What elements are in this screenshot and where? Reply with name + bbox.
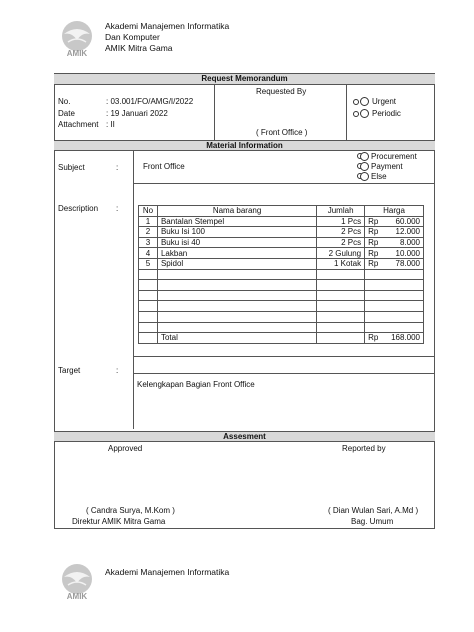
col-no: No bbox=[139, 206, 158, 217]
approved-label: Approved bbox=[108, 444, 143, 453]
table-row-empty bbox=[139, 322, 424, 333]
table-row-empty bbox=[139, 301, 424, 312]
else-radio[interactable] bbox=[360, 172, 369, 181]
table-row: 1 Bantalan Stempel 1 Pcs Rp 60.000 bbox=[139, 216, 424, 227]
header-line-2: Dan Komputer bbox=[105, 32, 160, 42]
target-value: Kelengkapan Bagian Front Office bbox=[137, 380, 255, 389]
urgent-label: Urgent bbox=[372, 97, 397, 106]
assessment-title: Assesment bbox=[54, 431, 435, 442]
header-institution bbox=[105, 21, 229, 54]
else-label: Else bbox=[371, 172, 387, 181]
total-value: 168.000 bbox=[391, 333, 420, 343]
attachment-value: : II bbox=[106, 120, 115, 129]
col-name: Nama barang bbox=[157, 206, 316, 217]
requested-by-label: Requested By bbox=[256, 87, 307, 96]
periodic-radio-left[interactable] bbox=[353, 111, 359, 117]
table-header-row bbox=[139, 206, 424, 217]
periodic-label: Periodic bbox=[372, 109, 401, 118]
procurement-radio[interactable] bbox=[360, 152, 369, 161]
table-row-empty bbox=[139, 290, 424, 301]
table-row: 5 Spidol 1 Kotak Rp 78.000 bbox=[139, 258, 424, 269]
date-value: : 19 Januari 2022 bbox=[106, 109, 168, 118]
col-qty: Jumlah bbox=[317, 206, 365, 217]
attachment-label: Attachment bbox=[58, 120, 99, 129]
footer-logo-text: AMIK bbox=[66, 592, 88, 601]
table-row-empty bbox=[139, 280, 424, 291]
date-label: Date bbox=[58, 109, 75, 118]
no-label: No. bbox=[58, 97, 71, 106]
urgent-radio-left[interactable] bbox=[353, 99, 359, 105]
procurement-label: Procurement bbox=[371, 152, 417, 161]
amik-footer-logo-icon bbox=[58, 563, 96, 601]
target-label: Target bbox=[58, 366, 81, 375]
subject-label: Subject bbox=[58, 163, 85, 172]
table-row: 2 Buku Isi 100 2 Pcs Rp 12.000 bbox=[139, 227, 424, 238]
table-row-empty bbox=[139, 269, 424, 280]
table-row: 4 Lakban 2 Gulung Rp 10.000 bbox=[139, 248, 424, 259]
table-row: 3 Buku isi 40 2 Pcs Rp 8.000 bbox=[139, 237, 424, 248]
description-colon: : bbox=[116, 204, 119, 213]
reporter-title: Bag. Umum bbox=[351, 517, 394, 526]
material-title: Material Information bbox=[54, 140, 435, 151]
header-line-1: Akademi Manajemen Informatika bbox=[105, 21, 230, 31]
col-price: Harga bbox=[365, 206, 424, 217]
reported-label: Reported by bbox=[342, 444, 386, 453]
table-row-empty bbox=[139, 311, 424, 322]
urgent-radio[interactable] bbox=[360, 97, 369, 106]
target-colon: : bbox=[116, 366, 119, 375]
payment-label: Payment bbox=[371, 162, 403, 171]
header-line-3: AMIK Mitra Gama bbox=[105, 43, 173, 53]
payment-radio[interactable] bbox=[360, 162, 369, 171]
table-row-total bbox=[139, 333, 424, 344]
total-currency: Rp bbox=[368, 333, 379, 343]
footer-line-1: Akademi Manajemen Informatika bbox=[105, 567, 230, 577]
logo-text: AMIK bbox=[66, 49, 88, 58]
items-table bbox=[138, 205, 424, 344]
amik-logo-icon bbox=[58, 20, 96, 58]
memo-title: Request Memorandum bbox=[54, 73, 435, 85]
reporter-name: ( Dian Wulan Sari, A.Md ) bbox=[328, 506, 419, 515]
total-label: Total bbox=[157, 333, 316, 344]
no-value: : 03.001/FO/AMG/I/2022 bbox=[106, 97, 194, 106]
subject-colon: : bbox=[116, 163, 119, 172]
approver-name: ( Candra Surya, M.Kom ) bbox=[86, 506, 175, 515]
description-label: Description bbox=[58, 204, 99, 213]
requested-by-value: ( Front Office ) bbox=[256, 128, 308, 137]
periodic-radio[interactable] bbox=[360, 109, 369, 118]
approver-title: Direktur AMIK Mitra Gama bbox=[72, 517, 166, 526]
subject-value: Front Office bbox=[143, 162, 185, 171]
